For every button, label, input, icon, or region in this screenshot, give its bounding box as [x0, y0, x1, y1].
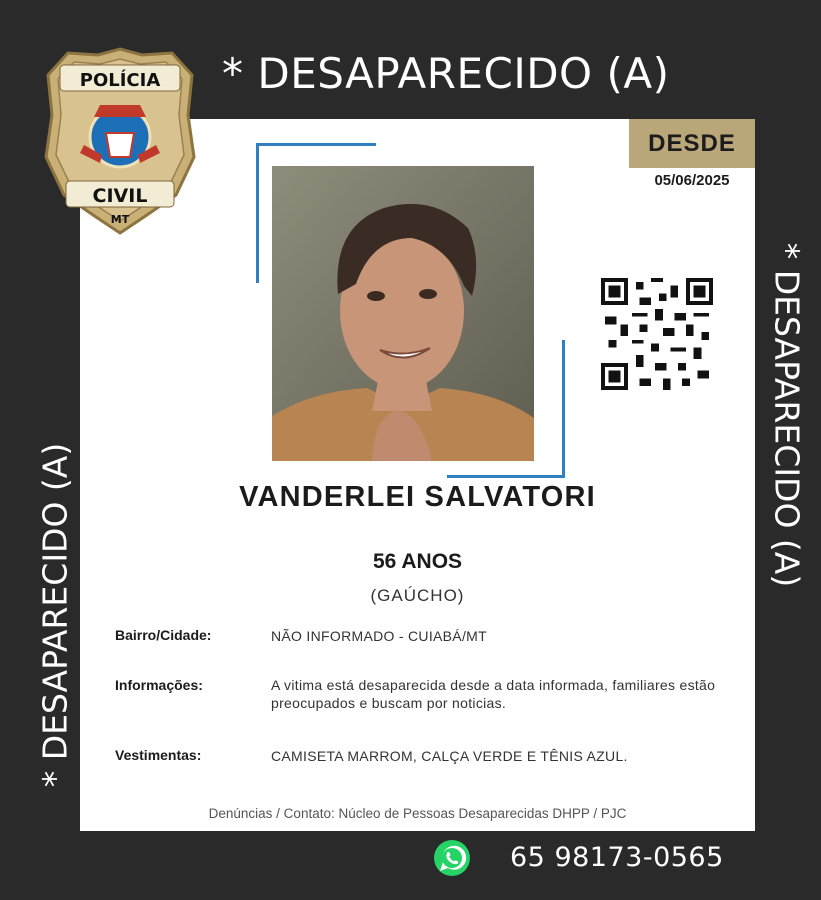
qr-code-icon — [601, 278, 713, 390]
contact-text: Denúncias / Contato: Núcleo de Pessoas Desaparecidas DHPP / PJC — [208, 806, 627, 821]
poster-heading: * DESAPARECIDO (A) — [222, 49, 670, 98]
detail-label-clothing: Vestimentas: — [115, 747, 202, 763]
since-date: 05/06/2025 — [654, 172, 730, 189]
contact-phone[interactable]: 65 98173-0565 — [510, 842, 724, 873]
police-badge-icon — [44, 45, 196, 237]
detail-value-city: NÃO INFORMADO - CUIABÁ/MT — [271, 628, 487, 644]
badge-text-mt: MT — [110, 213, 130, 226]
badge-text-civil: CIVIL — [92, 185, 148, 207]
frame-line-top — [256, 143, 376, 146]
person-photo — [272, 166, 534, 461]
whatsapp-icon[interactable] — [432, 838, 472, 878]
frame-line-right — [562, 340, 565, 478]
person-nickname: (GAÚCHO) — [370, 586, 465, 605]
person-age: 56 ANOS — [372, 550, 463, 573]
side-banner-right: * DESAPARECIDO (A) — [767, 242, 807, 588]
person-name: VANDERLEI SALVATORI — [239, 481, 596, 513]
since-label: DESDE — [629, 119, 755, 168]
detail-value-clothing: CAMISETA MARROM, CALÇA VERDE E TÊNIS AZUL. — [271, 748, 628, 764]
frame-line-left — [256, 143, 259, 283]
badge-text-policia: POLÍCIA — [79, 70, 161, 91]
frame-line-bottom — [447, 475, 565, 478]
detail-label-city: Bairro/Cidade: — [115, 627, 212, 643]
detail-label-info: Informações: — [115, 677, 203, 693]
detail-value-info: A vitima está desaparecida desde a data informada, familiares estão preocupados e buscam por noticias. — [271, 677, 716, 711]
side-banner-left: * DESAPARECIDO (A) — [35, 442, 75, 788]
